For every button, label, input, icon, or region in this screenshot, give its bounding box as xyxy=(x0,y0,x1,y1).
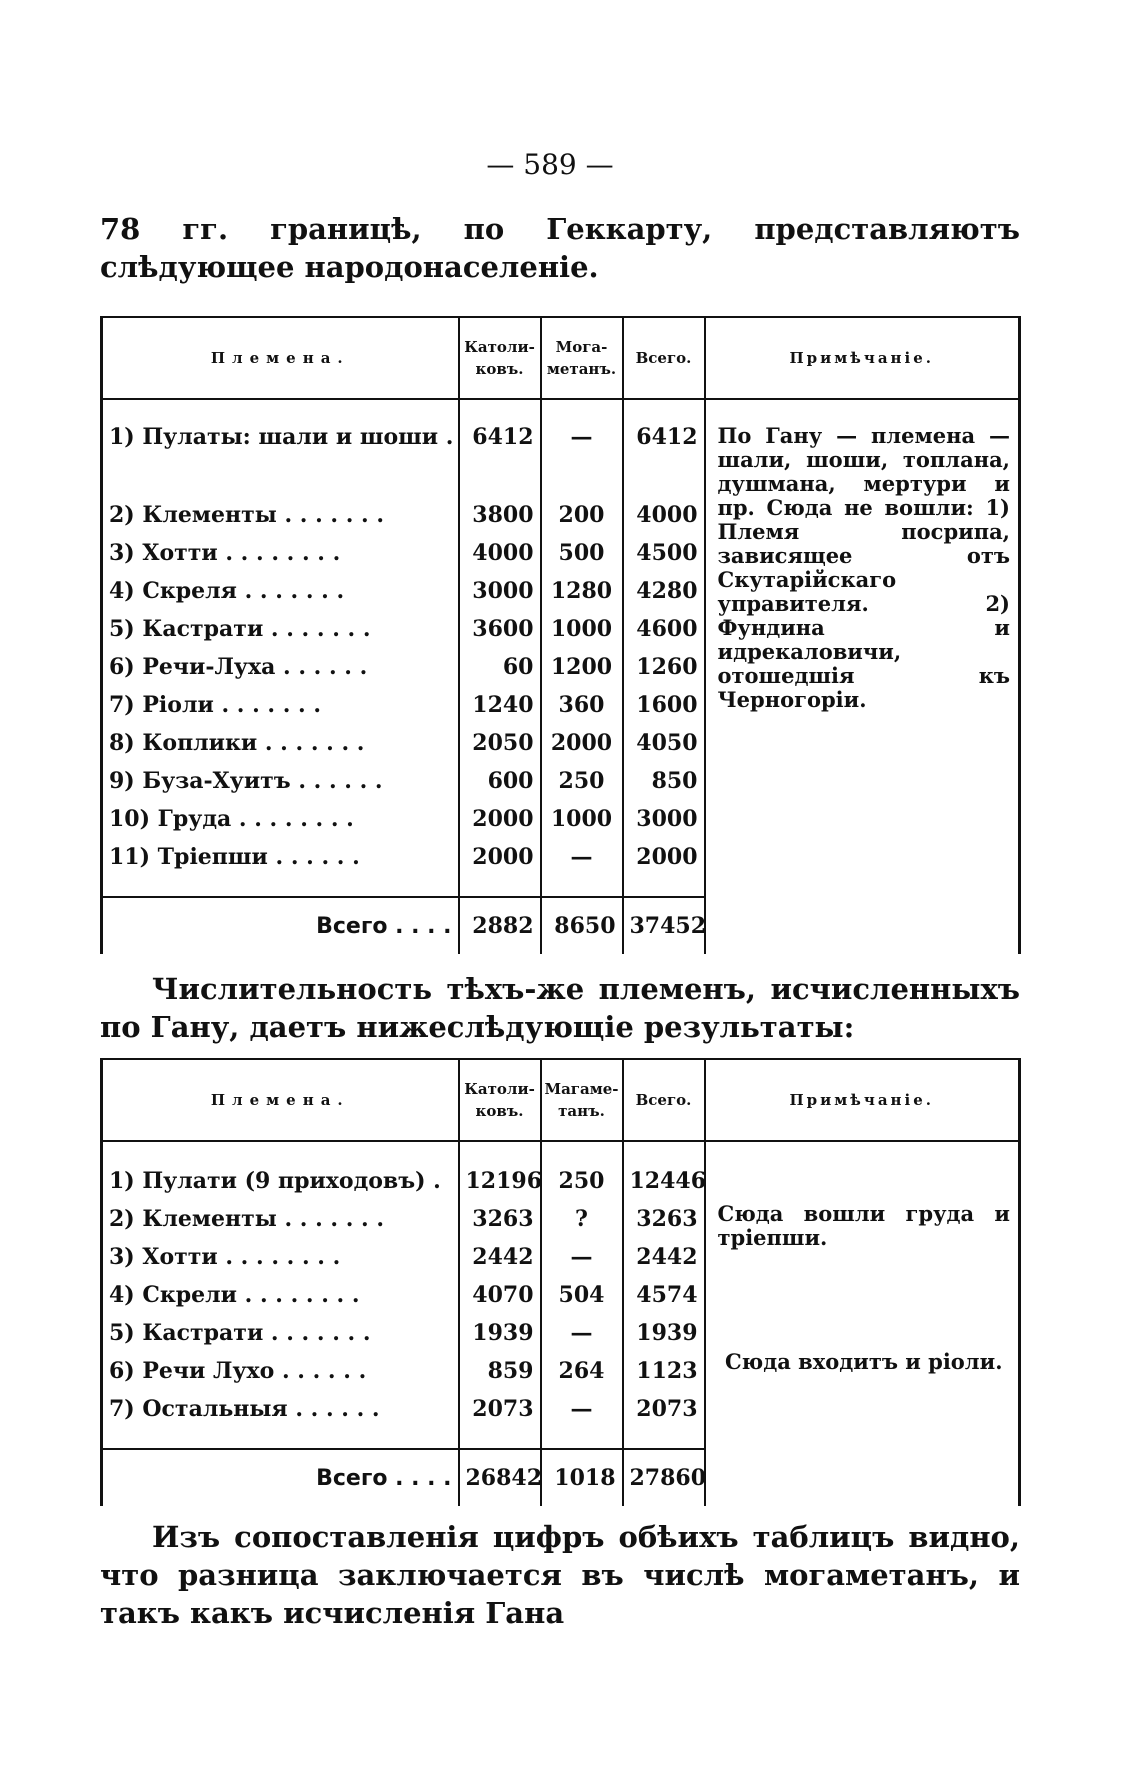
muslims-value: 500 xyxy=(541,534,623,572)
tribe-name: 5) Кастрати . . . . . . . xyxy=(102,1314,459,1352)
catholics-value: 859 xyxy=(459,1352,541,1390)
header-note: Примѣчаніе. xyxy=(705,1059,1020,1141)
tribe-name: 3) Хотти . . . . . . . . xyxy=(102,534,459,572)
total-all: 27860 xyxy=(623,1449,705,1506)
header-total: Всего. xyxy=(623,317,705,399)
total-value: 4000 xyxy=(623,496,705,534)
table2-note-2: Сюда входитъ и ріоли. xyxy=(724,1349,1003,1374)
total-value: 4574 xyxy=(623,1276,705,1314)
total-value: 1939 xyxy=(623,1314,705,1352)
tribe-name: 1) Пулати (9 приходовъ) . xyxy=(102,1162,459,1200)
table-header-row xyxy=(102,1059,1020,1141)
muslims-value: 1280 xyxy=(541,572,623,610)
total-muslims: 8650 xyxy=(541,897,623,954)
tribe-name: 11) Тріепши . . . . . . xyxy=(102,838,459,876)
catholics-value: 2000 xyxy=(459,838,541,876)
total-value: 4500 xyxy=(623,534,705,572)
tribe-name: 7) Ріоли . . . . . . . xyxy=(102,686,459,724)
tribe-name: 4) Скрели . . . . . . . . xyxy=(102,1276,459,1314)
muslims-value: 200 xyxy=(541,496,623,534)
catholics-value: 2442 xyxy=(459,1238,541,1276)
table1-note: По Гану — племена — шали, шоши, топлана, душмана, мертури и пр. Сюда не вошли: 1) Племя посрипа, зависящее отъ Скутарійскаго управителя. 2) Фундина и идрекаловичи, отошедшія къ Черногоріи. xyxy=(717,423,1010,712)
muslims-value: — xyxy=(541,1390,623,1428)
total-value: 4600 xyxy=(623,610,705,648)
catholics-value: 4070 xyxy=(459,1276,541,1314)
muslims-value: 250 xyxy=(541,1162,623,1200)
catholics-value: 2050 xyxy=(459,724,541,762)
header-note: Примѣчаніе. xyxy=(705,317,1020,399)
tribe-name: 6) Речи-Луха . . . . . . xyxy=(102,648,459,686)
tribe-name: 3) Хотти . . . . . . . . xyxy=(102,1238,459,1276)
tribe-name: 10) Груда . . . . . . . . xyxy=(102,800,459,838)
muslims-value: 504 xyxy=(541,1276,623,1314)
muslims-value: — xyxy=(541,1238,623,1276)
catholics-value: 3800 xyxy=(459,496,541,534)
page-number: — 589 — xyxy=(486,148,614,181)
muslims-value: ? xyxy=(541,1200,623,1238)
header-muslims: Магаме-танъ. xyxy=(541,1059,623,1141)
header-catholics: Католи-ковъ. xyxy=(459,1059,541,1141)
middle-paragraph: Числительность тѣхъ-же племенъ, исчисленныхъ по Гану, даетъ нижеслѣдующіе результаты: xyxy=(100,972,1020,1044)
closing-paragraph: Изъ сопоставленія цифръ обѣихъ таблицъ видно, что разница заключается въ числѣ могаметанъ, и такъ какъ исчисленія Гана xyxy=(100,1520,1020,1630)
tribe-name: 7) Остальныя . . . . . . xyxy=(102,1390,459,1428)
muslims-value: — xyxy=(541,838,623,876)
total-muslims: 1018 xyxy=(541,1449,623,1506)
tribe-name: 9) Буза-Хуитъ . . . . . . xyxy=(102,762,459,800)
header-total: Всего. xyxy=(623,1059,705,1141)
muslims-value: 264 xyxy=(541,1352,623,1390)
muslims-value: 1200 xyxy=(541,648,623,686)
note-cell xyxy=(705,1141,1020,1506)
total-label: Всего . . . . xyxy=(102,1449,459,1506)
table-header-row xyxy=(102,317,1020,399)
tribe-name: 5) Кастрати . . . . . . . xyxy=(102,610,459,648)
tribe-name: 8) Коплики . . . . . . . xyxy=(102,724,459,762)
total-value: 2000 xyxy=(623,838,705,876)
population-table-hahn xyxy=(100,1058,1021,1506)
muslims-value: — xyxy=(541,1314,623,1352)
total-label: Всего . . . . xyxy=(102,897,459,954)
muslims-value: 250 xyxy=(541,762,623,800)
catholics-value: 1240 xyxy=(459,686,541,724)
total-all: 37452 xyxy=(623,897,705,954)
total-value: 4280 xyxy=(623,572,705,610)
muslims-value: — xyxy=(541,420,623,496)
table2-note-1: Сюда вошли груда и тріепши. xyxy=(717,1201,1010,1250)
catholics-value: 600 xyxy=(459,762,541,800)
catholics-value: 3263 xyxy=(459,1200,541,1238)
total-value: 850 xyxy=(623,762,705,800)
catholics-value: 6412 xyxy=(459,420,541,496)
tribe-name: 2) Клементы . . . . . . . xyxy=(102,1200,459,1238)
muslims-value: 1000 xyxy=(541,800,623,838)
header-muslims: Мога-метанъ. xyxy=(541,317,623,399)
catholics-value: 4000 xyxy=(459,534,541,572)
catholics-value: 2073 xyxy=(459,1390,541,1428)
muslims-value: 1000 xyxy=(541,610,623,648)
catholics-value: 3600 xyxy=(459,610,541,648)
catholics-value: 3000 xyxy=(459,572,541,610)
muslims-value: 2000 xyxy=(541,724,623,762)
total-value: 1600 xyxy=(623,686,705,724)
catholics-value: 12196 xyxy=(459,1162,541,1200)
muslims-value: 360 xyxy=(541,686,623,724)
tribe-name: 1) Пулаты: шали и шоши . xyxy=(102,420,459,496)
header-tribes: Племена. xyxy=(102,1059,459,1141)
catholics-value: 1939 xyxy=(459,1314,541,1352)
total-value: 12446 xyxy=(623,1162,705,1200)
catholics-value: 2000 xyxy=(459,800,541,838)
total-value: 1123 xyxy=(623,1352,705,1390)
header-catholics: Католи-ковъ. xyxy=(459,317,541,399)
tribe-name: 2) Клементы . . . . . . . xyxy=(102,496,459,534)
total-catholics: 2882 xyxy=(459,897,541,954)
total-value: 2073 xyxy=(623,1390,705,1428)
total-value: 2442 xyxy=(623,1238,705,1276)
catholics-value: 60 xyxy=(459,648,541,686)
total-value: 3000 xyxy=(623,800,705,838)
population-table-heckart xyxy=(100,316,1021,954)
total-value: 1260 xyxy=(623,648,705,686)
note-cell xyxy=(705,399,1020,954)
tribe-name: 6) Речи Лухо . . . . . . xyxy=(102,1352,459,1390)
tribe-name: 4) Скреля . . . . . . . xyxy=(102,572,459,610)
header-tribes: Племена. xyxy=(102,317,459,399)
total-catholics: 26842 xyxy=(459,1449,541,1506)
total-value: 6412 xyxy=(623,420,705,496)
intro-paragraph: 78 гг. границѣ, по Геккарту, представляютъ слѣдующее народонаселеніе. xyxy=(100,212,1020,284)
total-value: 4050 xyxy=(623,724,705,762)
total-value: 3263 xyxy=(623,1200,705,1238)
